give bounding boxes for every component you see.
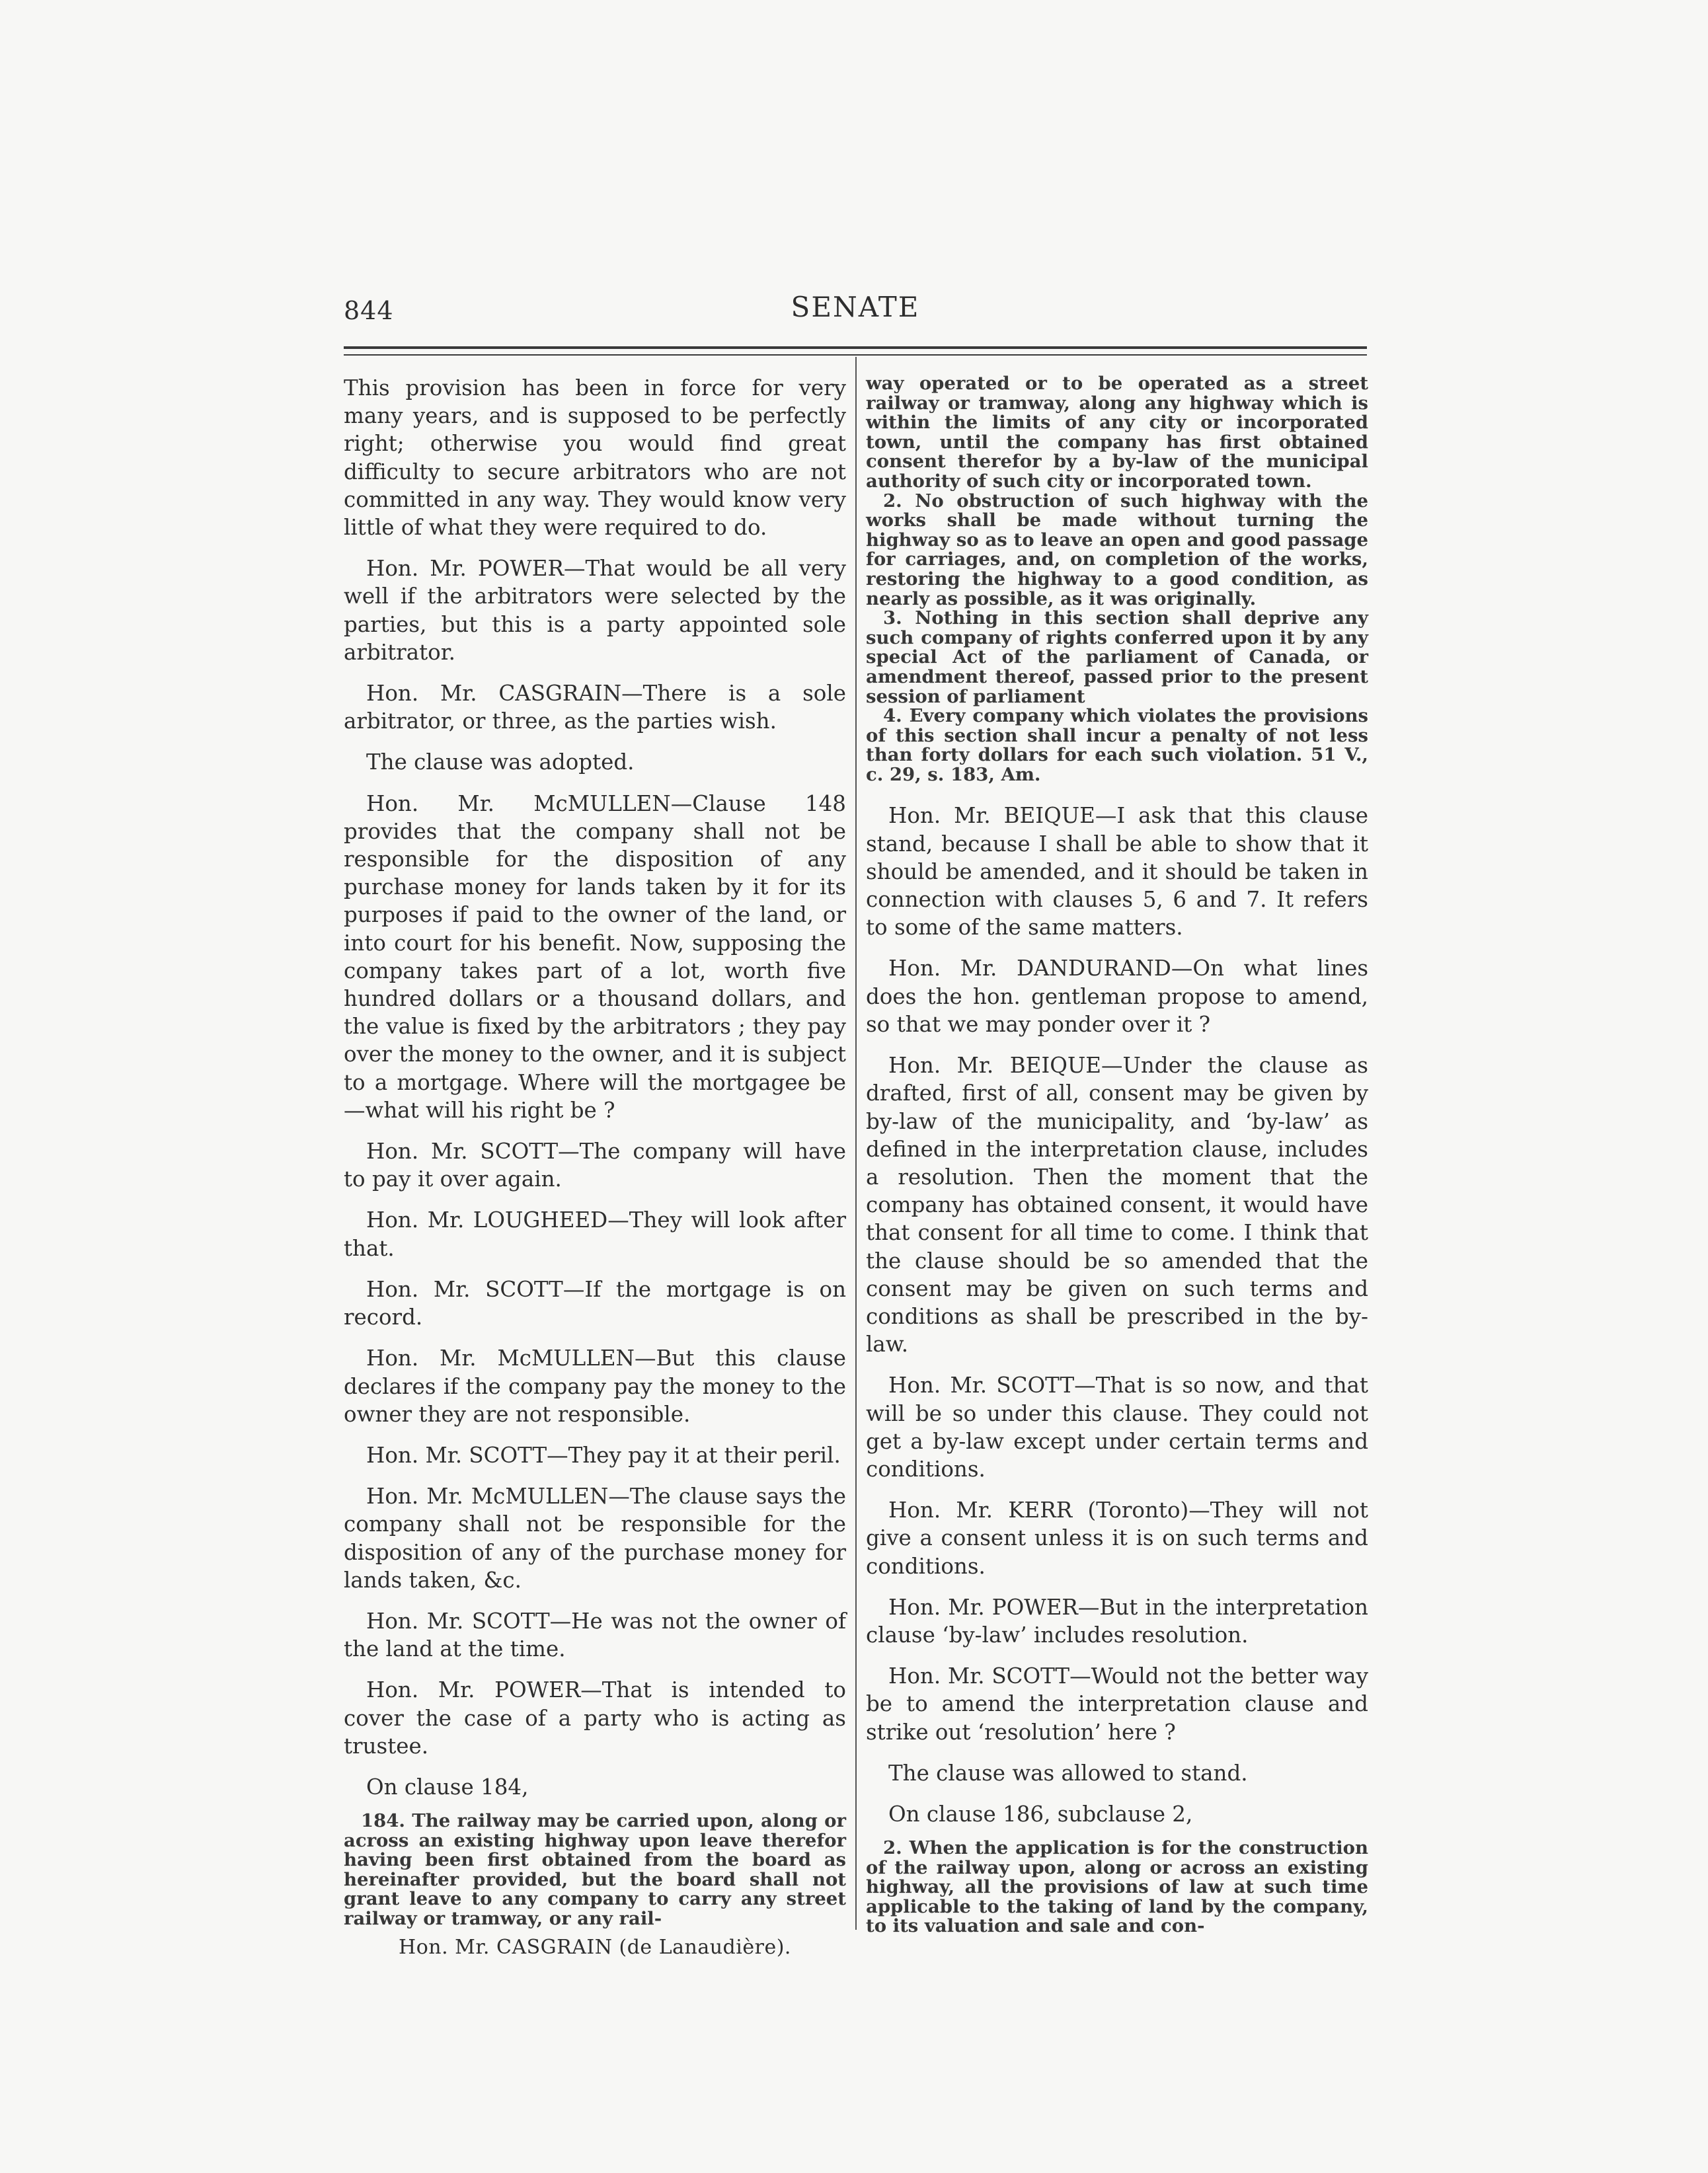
paragraph: Hon. Mr. SCOTT—That is so now, and that will be so under this clause. They could not get a by-law except under certain terms and conditions. (866, 1373, 1368, 1482)
header-rule-thick (344, 346, 1367, 349)
statute-text: 3. Nothing in this section shall deprive any such company of rights conferred upon it by any special Act of the parliament of Canada, or amendment thereof, passed prior to the present session of parliament (866, 607, 1368, 707)
paragraph: Hon. Mr. McMULLEN—The clause says the company shall not be responsible for the disposition of any of the purchase money for lands taken, &c. (344, 1484, 846, 1593)
statute-text: 184. The railway may be carried upon, along or across an existing highway upon leave therefor having been first obtained from the board as hereinafter provided, but the board shall not grant leave to any company to carry any street railway or tramway, or any rail- (344, 1810, 846, 1929)
header-rule-thin (344, 354, 1367, 356)
paragraph: Hon. Mr. DANDURAND—On what lines does the hon. gentleman propose to amend, so that we may ponder over it ? (866, 956, 1368, 1037)
clause-heading: On clause 186, subclause 2, (888, 1801, 1193, 1827)
paragraph: Hon. Mr. SCOTT—Would not the better way be to amend the interpretation clause and strike out ‘resolution’ here ? (866, 1663, 1368, 1745)
paragraph: Hon. Mr. POWER—But in the interpretation clause ‘by-law’ includes resolution. (866, 1594, 1368, 1648)
right-column (866, 374, 1368, 1936)
paragraph: Hon. Mr. SCOTT—The company will have to pay it over again. (344, 1139, 846, 1192)
page-header (344, 291, 1367, 330)
statute-text: 2. When the application is for the construction of the railway upon, along or across an existing highway, all the provisions of law at such time applicable to the taking of land by the company, to its valuation and sale and con- (866, 1837, 1368, 1937)
running-head: SENATE (791, 291, 920, 323)
paragraph: Hon. Mr. BEIQUE—I ask that this clause stand, because I shall be able to show that it should be amended, and it should be taken in connection with clauses 5, 6 and 7. It refers to some of the same matters. (866, 803, 1368, 940)
paragraph: Hon. Mr. SCOTT—He was not the owner of the land at the time. (344, 1608, 846, 1662)
statute-text: 2. No obstruction of such highway with the works shall be made without turning the highway so as to leave an open and good passage for carriages, and, on completion of the works, restoring the highway to a good condition, as nearly as possible, as it was originally. (866, 490, 1368, 609)
paragraph: This provision has been in force for very many years, and is supposed to be perfectly right; otherwise you would find great difficulty to secure arbitrators who are not committed in any way. They would know very little of what they were required to do. (344, 375, 846, 541)
statute-text: 4. Every company which violates the provisions of this section shall incur a penalty of not less than forty dollars for each such violation. 51 V., c. 29, s. 183, Am. (866, 705, 1368, 785)
paragraph: Hon. Mr. KERR (Toronto)—They will not give a consent unless it is on such terms and conditions. (866, 1498, 1368, 1579)
paragraph: Hon. Mr. POWER—That would be all very well if the arbitrators were selected by the parties, but this is a party appointed sole arbitrator. (344, 556, 846, 665)
footer-speaker-line: Hon. Mr. CASGRAIN (de Lanaudière). (399, 1935, 791, 1959)
paragraph: Hon. Mr. McMULLEN—Clause 148 provides that the company shall not be responsible for the disposition of any purchase money for lands taken by it for its purposes if paid to the owner of the land, or into court for his benefit. Now, supposing the company takes part of a lot, worth five hundred dollars or a thousand dollars, and the value is fixed by the arbitrators ; they pay over the money to the owner, and it is subject to a mortgage. Where will the mortgagee be—what will his right be ? (344, 790, 846, 1123)
clause-heading: On clause 184, (366, 1774, 529, 1800)
paragraph: Hon. Mr. SCOTT—They pay it at their peril. (366, 1442, 841, 1468)
left-column (344, 374, 846, 1961)
paragraph: Hon. Mr. POWER—That is intended to cover the case of a party who is acting as trustee. (344, 1677, 846, 1759)
column-divider (855, 357, 857, 1930)
paragraph: The clause was allowed to stand. (888, 1760, 1248, 1786)
paragraph: Hon. Mr. LOUGHEED—They will look after that. (344, 1207, 846, 1261)
paragraph: Hon. Mr. CASGRAIN—There is a sole arbitrator, or three, as the parties wish. (344, 681, 846, 734)
page-number: 844 (344, 296, 394, 325)
paragraph: Hon. Mr. BEIQUE—Under the clause as drafted, first of all, consent may be given by by-law of the municipality, and ‘by-law’ as defined in the interpretation clause, includes a resolution. Then the moment that the company has obtained consent, it would have that consent for all time to come. I think that the clause should be so amended that the consent may be given on such terms and conditions as shall be prescribed in the by-law. (866, 1053, 1368, 1357)
paragraph: The clause was adopted. (366, 749, 635, 775)
statute-text: way operated or to be operated as a street railway or tramway, along any highway which is within the limits of any city or incorporated town, until the company has first obtained consent therefor by a by-law of the municipal authority of such city or incorporated town. (866, 373, 1368, 492)
paragraph: Hon. Mr. McMULLEN—But this clause declares if the company pay the money to the owner they are not responsible. (344, 1346, 846, 1427)
paragraph: Hon. Mr. SCOTT—If the mortgage is on record. (344, 1276, 846, 1330)
